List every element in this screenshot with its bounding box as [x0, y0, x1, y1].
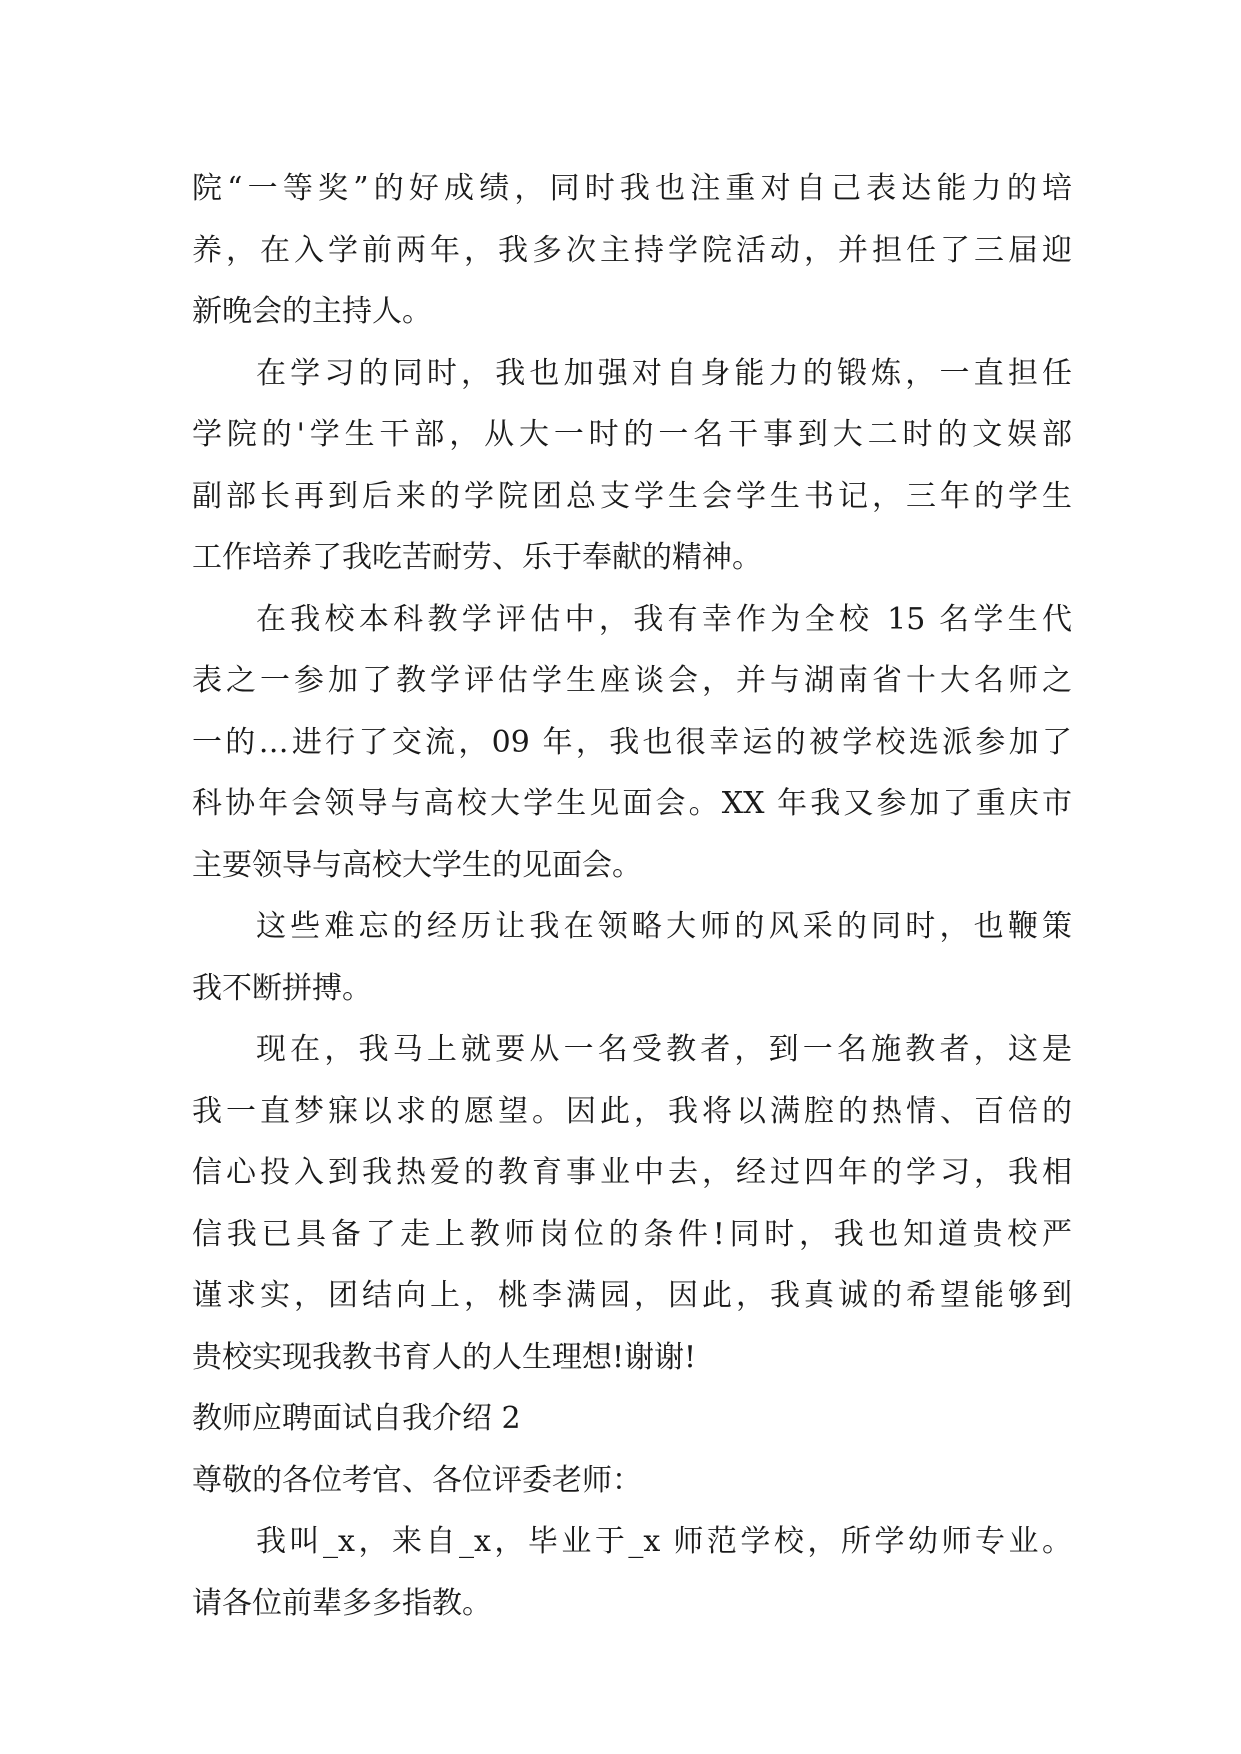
text-line: 一的…进行了交流，09 年，我也很幸运的被学校选派参加了: [192, 724, 1072, 760]
text-line: 主要领导与高校大学生的见面会。: [192, 847, 642, 883]
text-line: 新晚会的主持人。: [192, 294, 432, 329]
text-line: 我不断拼搏。: [192, 970, 372, 1006]
text-line: 尊敬的各位考官、各位评委老师：: [192, 1462, 642, 1498]
text-line: 信心投入到我热爱的教育事业中去，经过四年的学习，我相: [192, 1155, 1072, 1190]
text-line: 学院的'学生干部，从大一时的一名干事到大二时的文娱部: [192, 417, 1072, 452]
text-line: 工作培养了我吃苦耐劳、乐于奉献的精神。: [192, 540, 762, 575]
text-line: 贵校实现我教书育人的人生理想!谢谢!: [192, 1339, 697, 1375]
text-line: 科协年会领导与高校大学生见面会。XX 年我又参加了重庆市: [192, 786, 1072, 821]
text-line: 请各位前辈多多指教。: [192, 1585, 492, 1621]
text-line: 院“一等奖”的好成绩，同时我也注重对自己表达能力的培: [192, 171, 1072, 206]
text-line: 现在，我马上就要从一名受教者，到一名施教者，这是: [256, 1032, 1072, 1067]
text-line: 信我已具备了走上教师岗位的条件!同时，我也知道贵校严: [192, 1216, 1072, 1252]
text-line: 在我校本科教学评估中，我有幸作为全校 15 名学生代: [256, 601, 1072, 637]
text-line: 我叫_x，来自_x，毕业于_x 师范学校，所学幼师专业。: [256, 1524, 1072, 1559]
text-line: 表之一参加了教学评估学生座谈会，并与湖南省十大名师之: [192, 663, 1072, 698]
text-line: 在学习的同时，我也加强对自身能力的锻炼，一直担任: [256, 355, 1072, 391]
text-line: 这些难忘的经历让我在领略大师的风采的同时，也鞭策: [256, 909, 1072, 944]
document-body: [192, 158, 1072, 1634]
text-line: 养，在入学前两年，我多次主持学院活动，并担任了三届迎: [192, 232, 1072, 268]
text-line: 我一直梦寐以求的愿望。因此，我将以满腔的热情、百倍的: [192, 1093, 1072, 1129]
text-line: 谨求实，团结向上，桃李满园，因此，我真诚的希望能够到: [192, 1278, 1072, 1313]
text-line: 教师应聘面试自我介绍 2: [192, 1401, 521, 1436]
text-line: 副部长再到后来的学院团总支学生会学生书记，三年的学生: [192, 478, 1072, 514]
